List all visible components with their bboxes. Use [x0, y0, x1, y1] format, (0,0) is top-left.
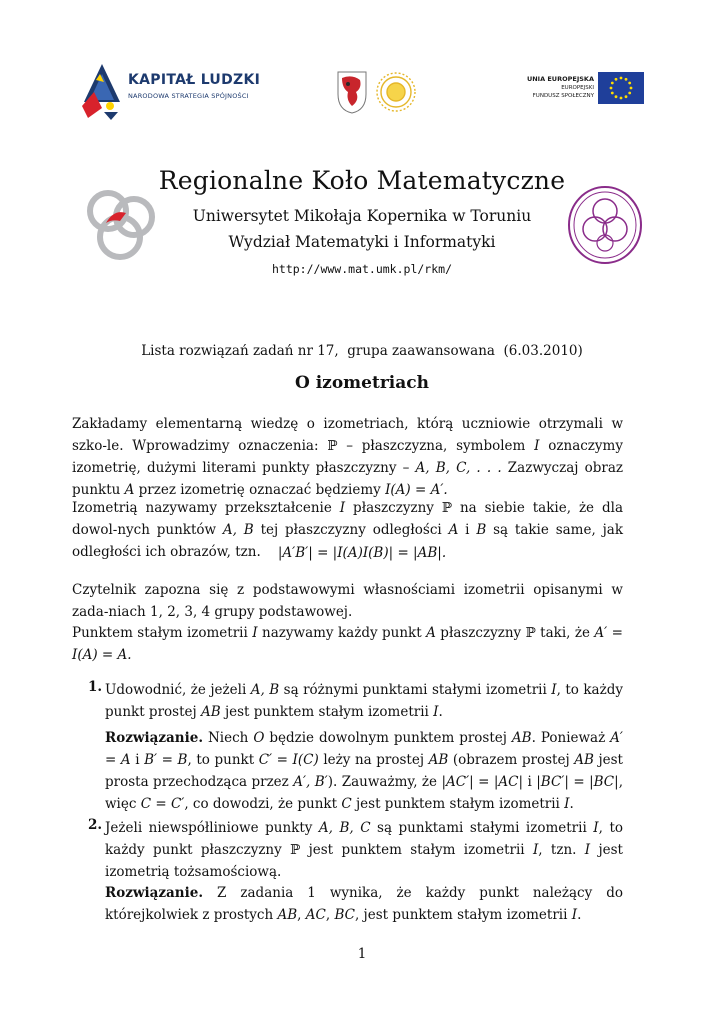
topic-title: O izometriach — [295, 373, 429, 393]
eu-line-3: FUNDUSZ SPOŁECZNY — [532, 93, 594, 99]
intro-paragraph-4: Punktem stałym izometrii I nazywamy każdy punkt A płaszczyzny ℙ taki, że A′ = I(A) = A. — [72, 625, 623, 663]
sun-icon — [377, 73, 415, 111]
university-name: Uniwersytet Mikołaja Kopernika w Toruniu — [192, 207, 532, 225]
eu-logo — [524, 72, 644, 106]
faculty-name: Wydział Matematyki i Informatyki — [228, 233, 496, 251]
kapital-ludzki-title: KAPITAŁ LUDZKI — [128, 72, 261, 88]
problem-2-number: 2. — [88, 817, 103, 833]
eu-line-1: UNIA EUROPEJSKA — [526, 75, 594, 83]
club-title: Regionalne Koło Matematyczne — [158, 166, 566, 195]
kapital-ludzki-logo — [80, 62, 280, 122]
problem-2-solution: Rozwiązanie. Z zadania 1 wynika, że każdy punkt należący do którejkolwiek z prostych AB, AC, BC, jest punktem stałym izometrii I. — [105, 885, 623, 923]
intro-paragraph-2: Izometrią nazywamy przekształcenie I płaszczyzny ℙ na siebie takie, że dla dowol-nych punktów A, B tej płaszczyzny odległości A i B są takie same, jak odległości ich obrazów, tzn. — [72, 500, 624, 560]
seal-icon — [566, 185, 644, 265]
eu-flag-icon — [598, 72, 644, 104]
intro-paragraph-1: Zakładamy elementarną wiedzę o izometriach, którą uczniowie otrzymali w szko-le. Wprowadzimy oznaczenia: ℙ – płaszczyzna, symbolem I oznaczymy izometrię, dużymi literami punkty płaszczyzny – A, B, C, . . . Zazwyczaj obraz punktu A przez izometrię oznaczać będziemy I(A) = A′. — [72, 416, 623, 498]
faculty-seal-logo — [566, 185, 644, 265]
kapital-ludzki-emblem-icon — [80, 62, 124, 122]
isometry-formula: |A′B′| = |I(A)I(B)| = |AB|. — [277, 545, 447, 561]
list-info: Lista rozwiązań zadań nr 17, grupa zaawansowana (6.03.2010) — [141, 343, 583, 359]
coat-of-arms-icon — [336, 70, 418, 114]
problem-1-number: 1. — [88, 679, 103, 695]
problem-1-statement: Udowodnić, że jeżeli A, B są różnymi punktami stałymi izometrii I, to każdy punkt prostej AB jest punktem stałym izometrii I. — [105, 682, 623, 720]
website-url[interactable]: http://www.mat.umk.pl/rkm/ — [271, 262, 452, 276]
intro-paragraph-3: Czytelnik zapozna się z podstawowymi własnościami izometrii opisanymi w zada-niach 1, 2, 3, 4 grupy podstawowej. — [72, 582, 623, 620]
problem-2-statement: Jeżeli niewspółliniowe punkty A, B, C są punktami stałymi izometrii I, to każdy punkt płaszczyzny ℙ jest punktem stałym izometrii I, tzn. I jest izometrią tożsamościową. — [105, 820, 624, 880]
problem-1-solution: Rozwiązanie. Niech O będzie dowolnym punktem prostej AB. Ponieważ A′ = A i B′ = B, to punkt C′ = I(C) leży na prostej AB (obrazem prostej AB jest prosta przechodząca przez A′, B′). Zauważmy, że |AC′| = |AC| i |BC′| = |BC|, więc C = C′, co dowodzi, że punkt C jest punktem stałym izometrii I. — [105, 730, 623, 812]
eu-line-2: EUROPEJSKI — [561, 85, 594, 91]
regional-logos — [336, 70, 418, 114]
page-number: 1 — [357, 946, 367, 962]
kapital-ludzki-subtitle: NARODOWA STRATEGIA SPÓJNOŚCI — [128, 92, 249, 100]
